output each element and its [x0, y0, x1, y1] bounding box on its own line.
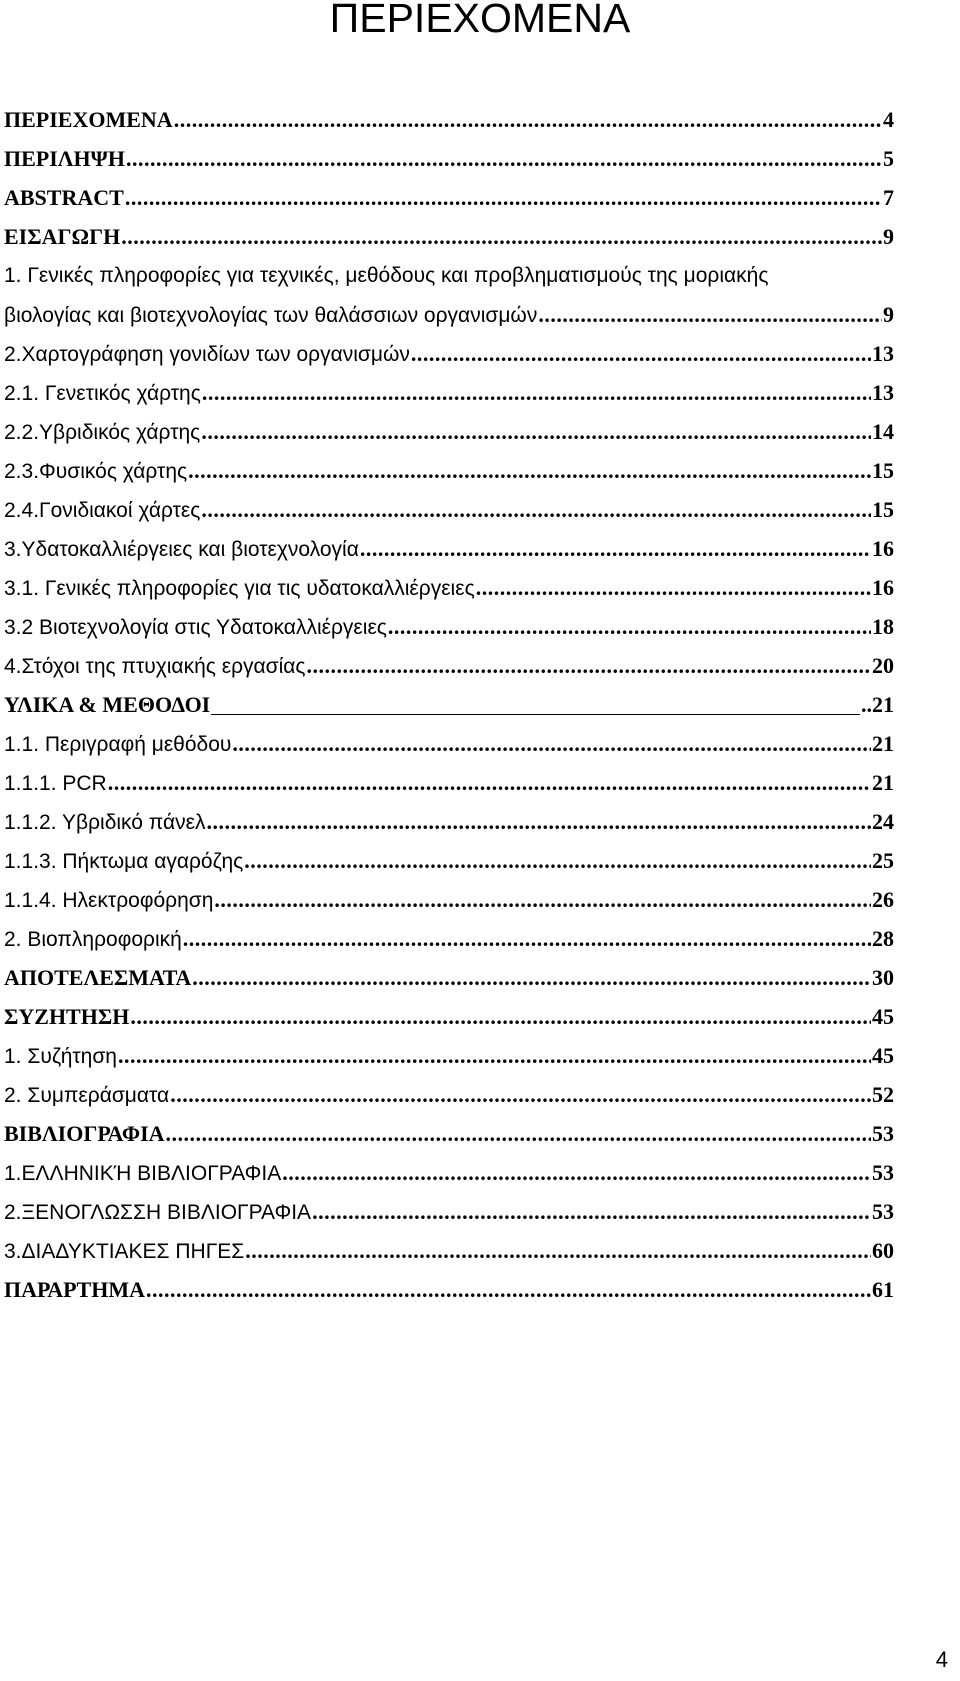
toc-dot-leader: [170, 1075, 871, 1114]
toc-entry-page: 16: [872, 575, 894, 600]
toc-entry-label: 1.1.1. PCR: [4, 772, 107, 795]
toc-entry[interactable]: [4, 373, 894, 412]
toc-entry-page: 53: [872, 1199, 894, 1224]
toc-entry-page: 7: [883, 185, 894, 210]
toc-dot-leader: [245, 1231, 871, 1270]
toc-entry-label: βιολογίας και βιοτεχνολογίας των θαλάσσιων οργανισμών: [4, 304, 538, 327]
toc-entry-label: 1.1.4. Ηλεκτροφόρηση: [4, 889, 214, 912]
toc-entry-page: 24: [872, 809, 894, 834]
toc-dot-leader: [174, 100, 882, 139]
toc-entry-label: 1.1. Περιγραφή μεθόδου: [4, 733, 232, 756]
toc-entry-label: ΕΙΣΑΓΩΓΗ: [4, 224, 121, 249]
toc-entry-label: 1.1.3. Πήκτωμα αγαρόζης: [4, 850, 244, 873]
toc-entry-page: 21: [872, 731, 894, 756]
toc-entry[interactable]: [4, 607, 894, 646]
toc-entry[interactable]: [4, 802, 894, 841]
toc-entry[interactable]: [4, 958, 894, 997]
toc-entry-label: 2.3.Φυσικός χάρτης: [4, 460, 188, 483]
toc-entry[interactable]: [4, 412, 894, 451]
toc-entry[interactable]: [4, 490, 894, 529]
toc-dot-leader: [126, 139, 882, 178]
toc-entry-page: ..21: [861, 692, 894, 717]
toc-entry-page: 18: [872, 614, 894, 639]
toc-entry-page: 9: [883, 224, 894, 249]
toc-dot-leader: [232, 724, 871, 763]
toc-entry-label: 4.Στόχοι της πτυχιακής εργασίας: [4, 655, 306, 678]
toc-entry-page: 61: [872, 1277, 894, 1302]
toc-entry-page: 60: [872, 1238, 894, 1263]
toc-entry[interactable]: [4, 1270, 894, 1309]
toc-dot-leader: [307, 646, 871, 685]
toc-entry[interactable]: [4, 1153, 894, 1192]
toc-entry[interactable]: [4, 334, 894, 373]
toc-dot-leader: [166, 1114, 871, 1153]
toc-dot-leader: [211, 692, 860, 715]
toc-entry-label: 3.1. Γενικές πληροφορίες για τις υδατοκαλλιέργειες: [4, 577, 475, 600]
toc-entry[interactable]: [4, 139, 894, 178]
toc-entry-page: 15: [872, 458, 894, 483]
toc-entry[interactable]: [4, 100, 894, 139]
toc-entry-label: 2.1. Γενετικός χάρτης: [4, 382, 201, 405]
toc-dot-leader: [146, 1270, 871, 1309]
toc-entry-page: 26: [872, 887, 894, 912]
toc-entry-page: 16: [872, 536, 894, 561]
toc-entry-page: 28: [872, 926, 894, 951]
toc-entry-page: 25: [872, 848, 894, 873]
toc-entry-label: ΑΠΟΤΕΛΕΣΜΑΤΑ: [4, 965, 192, 990]
toc-entry[interactable]: [4, 1036, 894, 1075]
toc-entry-label: 2.Χαρτογράφηση γονιδίων των οργανισμών: [4, 343, 410, 366]
toc-entry-label: 3.ΔΙΑΔΥΚΤΙΑΚΕΣ ΠΗΓΕΣ: [4, 1240, 245, 1263]
toc-dot-leader: [201, 412, 871, 451]
toc-entry-page: 45: [872, 1004, 894, 1029]
toc-entry-label: 2. Βιοπληροφορική: [4, 928, 182, 951]
toc-entry[interactable]: [4, 919, 894, 958]
toc-entry-label: 3.2 Βιοτεχνολογία στις Υδατοκαλλιέργειες: [4, 616, 387, 639]
toc-dot-leader: [214, 880, 871, 919]
toc-entry-page: 4: [883, 107, 894, 132]
toc-entry-page: 45: [872, 1043, 894, 1068]
toc-entry[interactable]: [4, 1114, 894, 1153]
toc-entry[interactable]: [4, 217, 894, 256]
toc-dot-leader: [207, 802, 872, 841]
toc-dot-leader: [121, 217, 882, 256]
toc-entry-label-line1: 1. Γενικές πληροφορίες για τεχνικές, μεθόδους και προβληματισμούς της μοριακής: [4, 264, 769, 287]
table-of-contents: [4, 100, 894, 1309]
toc-entry[interactable]: [4, 256, 894, 334]
toc-dot-leader: [108, 763, 871, 802]
toc-dot-leader: [312, 1192, 871, 1231]
toc-entry[interactable]: [4, 529, 894, 568]
toc-entry-label: ΒΙΒΛΙΟΓΡΑΦΙΑ: [4, 1121, 165, 1146]
toc-entry-label: ΠΕΡΙΕΧΟΜΕΝΑ: [4, 107, 173, 132]
toc-entry[interactable]: [4, 1231, 894, 1270]
toc-entry[interactable]: [4, 451, 894, 490]
toc-entry[interactable]: [4, 880, 894, 919]
toc-entry-label: 2.4.Γονιδιακοί χάρτες: [4, 499, 201, 522]
toc-dot-leader: [282, 1153, 871, 1192]
toc-entry-page: 53: [872, 1160, 894, 1185]
toc-entry-label: ΣΥΖΗΤΗΣΗ: [4, 1004, 130, 1029]
toc-dot-leader: [244, 841, 871, 880]
page-title: ΠΕΡΙΕΧΟΜΕΝΑ: [329, 0, 631, 41]
toc-entry-label: 1.ΕΛΛΗΝΙΚΉ ΒΙΒΛΙΟΓΡΑΦΙΑ: [4, 1162, 282, 1185]
toc-entry-page: 20: [872, 653, 894, 678]
toc-dot-leader: [388, 607, 871, 646]
toc-entry[interactable]: [4, 763, 894, 802]
toc-entry-page: 53: [872, 1121, 894, 1146]
toc-dot-leader: [130, 997, 871, 1036]
toc-entry-page: 30: [872, 965, 894, 990]
toc-dot-leader: [360, 529, 871, 568]
toc-dot-leader: [192, 958, 871, 997]
toc-dot-leader: [125, 178, 882, 217]
toc-entry-label: 1.1.2. Υβριδικό πάνελ: [4, 811, 206, 834]
toc-entry-page: 21: [872, 770, 894, 795]
toc-entry-page: 5: [883, 146, 894, 171]
toc-entry-label: ΠΑΡΑΡΤΗΜΑ: [4, 1277, 145, 1302]
toc-dot-leader: [538, 295, 882, 334]
page-number: 4: [935, 1647, 948, 1672]
toc-entry-label: ΠΕΡΙΛΗΨΗ: [4, 146, 125, 171]
toc-dot-leader: [188, 451, 871, 490]
toc-entry-page: 52: [872, 1082, 894, 1107]
toc-entry-label: 3.Υδατοκαλλιέργειες και βιοτεχνολογία: [4, 538, 359, 561]
toc-entry[interactable]: [4, 1075, 894, 1114]
toc-entry-label: ABSTRACT: [4, 185, 124, 210]
toc-dot-leader: [411, 334, 871, 373]
toc-entry-page: 13: [872, 380, 894, 405]
toc-entry[interactable]: [4, 724, 894, 763]
toc-dot-leader: [201, 490, 871, 529]
toc-entry-page: 15: [872, 497, 894, 522]
toc-entry-page: 14: [872, 419, 894, 444]
toc-entry[interactable]: [4, 178, 894, 217]
toc-entry[interactable]: [4, 997, 894, 1036]
toc-entry-label: 1. Συζήτηση: [4, 1045, 117, 1068]
toc-entry[interactable]: [4, 841, 894, 880]
toc-entry-label: ΥΛΙΚΑ & ΜΕΘΟΔΟΙ: [4, 692, 211, 717]
toc-dot-leader: [476, 568, 871, 607]
toc-entry-label: 2. Συμπεράσματα: [4, 1084, 170, 1107]
toc-dot-leader: [183, 919, 871, 958]
toc-entry[interactable]: [4, 646, 894, 685]
toc-entry-label: 2.ΞΕΝΟΓΛΩΣΣΗ ΒΙΒΛΙΟΓΡΑΦΙΑ: [4, 1201, 312, 1224]
toc-entry-page: 9: [883, 302, 894, 327]
toc-entry[interactable]: [4, 568, 894, 607]
toc-entry-label: 2.2.Υβριδικός χάρτης: [4, 421, 201, 444]
toc-entry[interactable]: [4, 1192, 894, 1231]
toc-entry-page: 13: [872, 341, 894, 366]
toc-dot-leader: [118, 1036, 871, 1075]
toc-entry[interactable]: [4, 685, 894, 724]
toc-dot-leader: [202, 373, 871, 412]
